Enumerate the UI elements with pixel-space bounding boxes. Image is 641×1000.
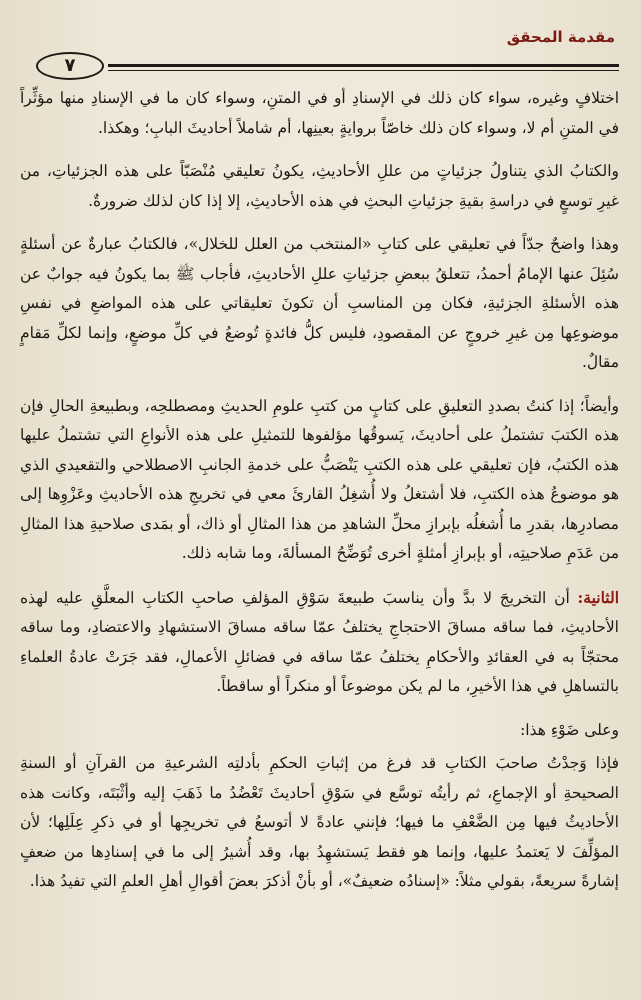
page-number: ٧ (36, 52, 104, 80)
running-head: مقدمة المحقق (506, 28, 615, 46)
paragraph: وعلى ضَوْءِ هذا: (520, 720, 619, 739)
second-point-paragraph (20, 583, 619, 702)
page-body (20, 84, 619, 897)
paragraph: اختلافٍ وغيره، سواء كان ذلك في الإسنادِ أو في المتنِ، وسواء كان ما في الإسنادِ منها مؤثِّراً في المتنِ أم لا، وسواء كان ذلك خاصّاً بروايةٍ بعينِها، أم شاملاً أحاديثَ البابِ؛ وهكذا. (20, 89, 619, 137)
page-header (20, 0, 619, 84)
paragraph: فإذا وَجدْتُ صاحبَ الكتابِ قد فرغ من إثباتِ الحكمِ بأدلتِه الشرعيةِ من القرآنِ أو السنةِ الصحيحةِ أو الإجماعِ، ثم رأيتُه توسَّع في سَوْقِ أحاديثَ تَعْضُدُ ما ذَهَبَ إليه وأثْبَتَه، وكانت هذه الأحاديثُ فيها مِن الضَّعْفِ ما فيها؛ فإنني عادةً لا أتوسعُ في تخريجِها أو في ذكرِ عِلَلِها؛ لأن المؤلِّفَ لا يَعتمدُ عليها، وإنما هو فقط يَستشهِدُ بها، وقد أُشيرُ إلى ما في إسنادِها من ضعفٍ إشارةً سريعةً، بقولي مثلاً: «إسنادُه ضعيفٌ»، أو بأنْ أذكرَ بعضَ أقوالِ أهلِ العلمِ التي تفيدُ هذا. (20, 754, 619, 890)
second-point-label: الثانية: (577, 587, 619, 607)
paragraph: وهذا واضحٌ جدّاً في تعليقي على كتابِ «المنتخب من العلل للخلال»، فالكتابُ عبارةٌ عن أسئلةٍ سُئِلَ عنها الإمامُ أحمدُ، تتعلقُ ببعضِ جزئياتِ عللِ الأحاديثِ، فأجاب ﷺ بما يكونُ فيه جوابٌ عن هذه الأسئلةِ الجزئيةِ، فكان مِن المناسبِ أن تكونَ تعليقاتي على هذه المواضعِ في نفسِ موضوعِها مِن غيرِ خروجٍ عن المقصودِ، فليس كلُّ فائدةٍ تُوضعُ في كلِّ موضعٍ، وإنما لكلِّ مَقامٍ مقالٌ. (20, 235, 619, 371)
header-rule-thin (108, 70, 619, 71)
paragraph: والكتابُ الذي يتناولُ جزئياتٍ من عللِ الأحاديثِ، يكونُ تعليقي مُنْصَبّاً على هذه الجزئياتِ، من غيرِ توسعٍ في دراسةِ بقيةِ جزئياتِ البحثِ في هذه الأحاديثِ، إلا إذا كان لذلك ضرورةٌ. (20, 162, 619, 210)
second-point-text: أن التخريجَ لا بدَّ وأن يناسبَ طبيعةَ سَوْقِ المؤلفِ صاحبِ الكتابِ المعلَّقِ عليه لهذه الأحاديثِ، فما ساقه مساقَ الاحتجاجِ يختلفُ عمّا ساقه مساقَ الاستشهادِ والاعتضادِ، وما ساقه محتجّاً به في العقائدِ والأحكامِ يختلفُ عمّا ساقه في فضائلِ الأعمالِ، فقد جَرَتْ عادةُ العلماءِ بالتساهلِ في هذا الأخيرِ، ما لم يكن موضوعاً أو منكراً أو ساقطاً. (20, 588, 619, 695)
paragraph: وأيضاً؛ إذا كنتُ بصددِ التعليقِ على كتابٍ من كتبِ علومِ الحديثِ ومصطلحِه، وبطبيعةِ الحالِ فإن هذه الكتبَ تشتملُ على أحاديثَ، يَسوقُها مؤلفوها للتمثيلِ على هذه الأنواعِ التي تشتملُ عليها هذه الكتبُ، فإن تعليقي على هذه الكتبِ يَنْصَبُّ على خدمةِ الجانبِ الاصطلاحي والتقعيدي الذي هو موضوعُ هذه الكتبِ، فلا أشتغلُ ولا أُشغِلُ القارئَ معي في تخريجِ هذه الأحاديثِ وعَزْوِها إلى مصادرِها، بقدرِ ما أُشغلُه بإبرازِ محلِّ الشاهدِ من هذا المثالِ أو ذاك، أو بمَدى صلاحيةِ هذا المثالِ من عَدَمِ صلاحيتِه، أو بإبرازِ أمثلةٍ أخرى تُوَضِّحُ المسألةَ، وما شابه ذلك. (20, 396, 619, 562)
header-rule (108, 64, 619, 67)
